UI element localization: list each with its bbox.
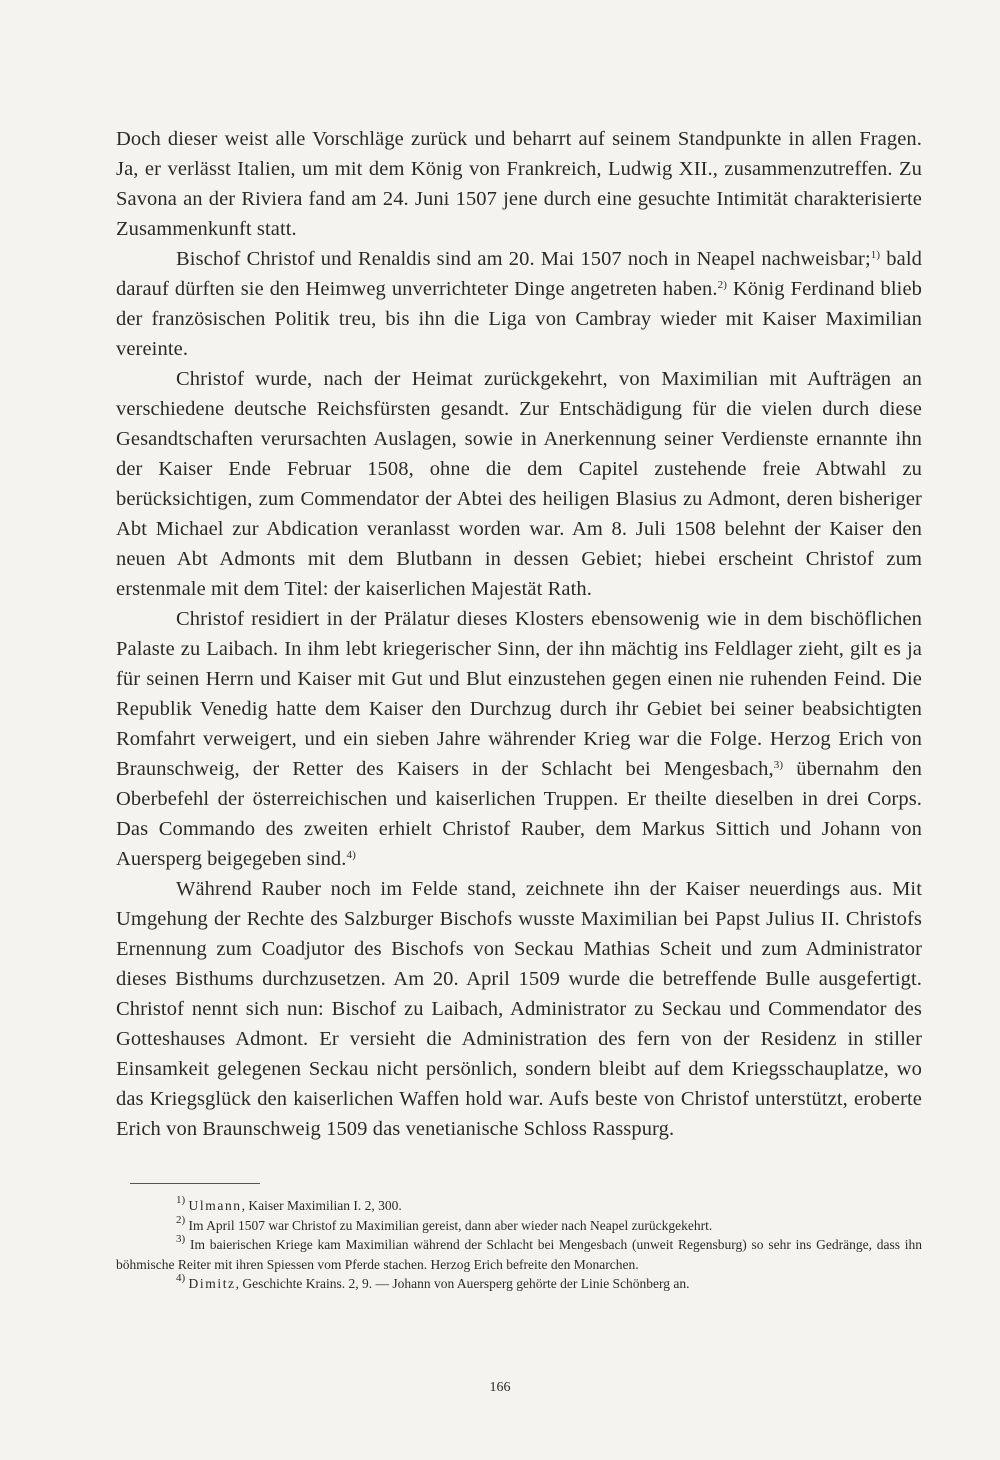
footnote-ref-3[interactable]: 3) [773,759,784,771]
footnote-divider [130,1183,260,1184]
footnote-text: Im April 1507 war Christof zu Maximilian gereist, dann aber wieder nach Neapel zurückgekehrt. [188,1217,713,1233]
footnote-ref-2[interactable]: 2) [717,279,727,291]
footnote-2 [116,1213,922,1236]
paragraph-2-part-b: bald darauf dürften sie den Heimweg unverrichteter Dinge angetreten haben. [116,248,923,300]
footnote-1 [116,1196,922,1216]
paragraph-4-part-a: Christof residiert in der Prälatur dieses Klosters ebensowenig wie in dem bischöflichen Palaste zu Laibach. In ihm lebt kriegerischer Sinn, der ihn mächtig ins Feldlager zieht, gilt es ja für seinen Herrn und Kaiser mit Gut und Blut einzustehen gegen einen nie ruhenden Feind. Die Republik Venedig hatte dem Kaiser den Durchzug durch ihr Gebiet bei seiner beabsichtigten Romfahrt verweigert, und ein sieben Jahre währender Krieg war die Folge. Herzog Erich von Braunschweig, der Retter des Kaisers in der Schlacht bei Mengesbach, [116,608,922,780]
footnote-author: Ulmann [188,1198,242,1213]
main-text [116,124,922,1144]
footnote-author: Dimitz [188,1276,236,1291]
page-number: 166 [489,1380,511,1395]
footnote-mark: 2) [176,1213,186,1226]
footnote-4 [116,1274,922,1294]
paragraph-2-part-c: König Ferdinand blieb der französischen Politik treu, bis ihn die Liga von Cambray wieder mit Kaiser Maximilian vereinte. [116,278,922,360]
paragraph-2-part-a: Bischof Christof und Renaldis sind am 20. Mai 1507 noch in Neapel nachweisbar; [176,248,871,270]
footnote-text: , Geschichte Krains. 2, 9. — Johann von Auersperg gehörte der Linie Schönberg an. [235,1276,690,1291]
paragraph-3: Christof wurde, nach der Heimat zurückgekehrt, von Maximilian mit Aufträgen an verschiedene deutsche Reichsfürsten gesandt. Zur Entschädigung für die vielen durch diese Gesandtschaften verursachten Auslagen, sowie in Anerkennung seiner Verdienste ernannte ihn der Kaiser Ende Februar 1508, ohne die dem Capitel zustehende freie Abtwahl zu berücksichtigen, zum Commendator der Abtei des heiligen Blasius zu Admont, deren bisheriger Abt Michael zur Abdication veranlasst worden war. Am 8. Juli 1508 belehnt der Kaiser den neuen Abt Admonts mit dem Blutbann in dessen Gebiet; hiebei erscheint Christof zum erstenmale mit dem Titel: der kaiserlichen Majestät Rath. [116,368,922,600]
footnote-text: Im baierischen Kriege kam Maximilian während der Schlacht bei Mengesbach (unweit Regensburg) so sehr ins Gedränge, dass ihn böhmische Reiter mit ihren Spiessen vom Pferde stachen. Herzog Erich befreite den Monarchen. [116,1237,923,1272]
footnote-ref-1[interactable]: 1) [870,249,881,261]
footnote-text: , Kaiser Maximilian I. 2, 300. [241,1198,402,1213]
paragraph-4 [116,604,922,874]
footnote-mark: 3) [176,1233,186,1245]
paragraph-2 [116,244,922,364]
footnote-ref-4[interactable]: 4) [346,849,356,861]
footnote-3 [116,1235,922,1274]
paragraph-1: Doch dieser weist alle Vorschläge zurück und beharrt auf seinem Standpunkte in allen Fragen. Ja, er verlässt Italien, um mit dem König von Frankreich, Ludwig XII., zusammenzutreffen. Zu Savona an der Riviera fand am 24. Juni 1507 jene durch eine gesuchte Intimität charakterisierte Zusammenkunft statt. [116,128,922,240]
paragraph-4-part-b: übernahm den Oberbefehl der österreichischen und kaiserlichen Truppen. Er theilte dieselben in drei Corps. Das Commando des zweiten erhielt Christof Rauber, dem Markus Sittich und Johann von Auersperg beigegeben sind. [116,758,922,870]
paragraph-5: Während Rauber noch im Felde stand, zeichnete ihn der Kaiser neuerdings aus. Mit Umgehung der Rechte des Salzburger Bischofs wusste Maximilian bei Papst Julius II. Christofs Ernennung zum Coadjutor des Bischofs von Seckau Mathias Scheit und zum Administrator dieses Bisthums durchzusetzen. Am 20. April 1509 wurde die betreffende Bulle ausgefertigt. Christof nennt sich nun: Bischof zu Laibach, Administrator zu Seckau und Commendator des Gotteshauses Admont. Er versieht die Administration des fern von der Residenz in stiller Einsamkeit gelegenen Seckau nicht persönlich, sondern bleibt auf dem Kriegsschauplatze, wo das Kriegsglück den kaiserlichen Waffen hold war. Aufs beste von Christof unterstützt, eroberte Erich von Braunschweig 1509 das venetianische Schloss Rasspurg. [116,878,922,1140]
footnotes [116,1196,922,1294]
footnote-mark: 4) [176,1272,186,1284]
footnote-mark: 1) [176,1194,186,1206]
